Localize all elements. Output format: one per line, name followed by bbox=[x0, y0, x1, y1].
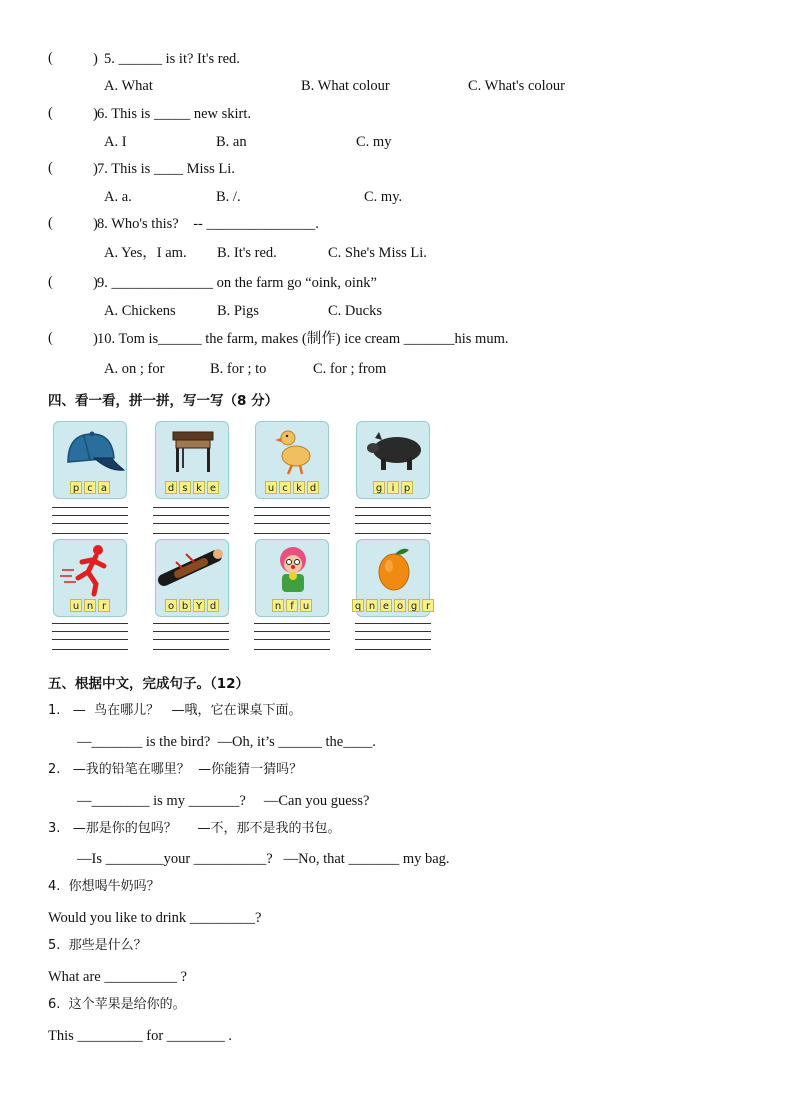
question-stem: 6. This is _____ new skirt. bbox=[97, 106, 251, 122]
letter-tile: g bbox=[373, 481, 385, 494]
option-b[interactable]: B. an bbox=[216, 134, 247, 150]
running-man-icon bbox=[54, 540, 128, 600]
writing-lines[interactable] bbox=[153, 505, 229, 537]
letter-tile: o bbox=[165, 599, 177, 612]
writing-lines[interactable] bbox=[355, 621, 431, 653]
option-c[interactable]: C. my. bbox=[364, 189, 403, 205]
sentence-en-2[interactable]: —________ is my _______? —Can you guess? bbox=[77, 793, 370, 809]
sentence-cn-3: 3. —那是你的包吗？ —不，那不是我的书包。 bbox=[48, 821, 341, 836]
letter-tile: k bbox=[293, 481, 305, 494]
letter-tile: e bbox=[207, 481, 219, 494]
sentence-en-5[interactable]: What are __________ ? bbox=[48, 969, 187, 985]
writing-lines[interactable] bbox=[254, 505, 330, 537]
letter-tiles bbox=[156, 481, 228, 494]
sentence-en-4[interactable]: Would you like to drink _________? bbox=[48, 910, 262, 926]
letter-tiles bbox=[256, 481, 328, 494]
picture-card-run bbox=[53, 539, 127, 617]
picture-card-desk bbox=[155, 421, 229, 499]
picture-card-body bbox=[155, 539, 229, 617]
letter-tile: n bbox=[272, 599, 284, 612]
letter-tile: o bbox=[394, 599, 406, 612]
answer-paren[interactable]: ( bbox=[48, 215, 53, 231]
sentence-en-6[interactable]: This _________ for ________ . bbox=[48, 1028, 233, 1044]
answer-paren[interactable]: ( bbox=[48, 330, 53, 346]
letter-tiles bbox=[354, 599, 431, 612]
option-b[interactable]: B. What colour bbox=[301, 78, 390, 94]
letter-tiles bbox=[256, 599, 328, 612]
sentence-cn-6: 6. 这个苹果是给你的。 bbox=[48, 997, 186, 1012]
duck-icon bbox=[256, 422, 330, 482]
picture-card-fun bbox=[255, 539, 329, 617]
letter-tile: f bbox=[286, 599, 298, 612]
section4-title: 四、看一看，拼一拼，写一写（8 分） bbox=[48, 393, 279, 409]
question-stem: 10. Tom is______ the farm, makes (制作) ice cream _______his mum. bbox=[97, 331, 509, 347]
option-b[interactable]: B. It's red. bbox=[217, 245, 277, 261]
option-c[interactable]: C. What's colour bbox=[468, 78, 565, 94]
writing-lines[interactable] bbox=[355, 505, 431, 537]
letter-tile: u bbox=[265, 481, 277, 494]
writing-lines[interactable] bbox=[52, 621, 128, 653]
answer-paren[interactable]: ( bbox=[48, 274, 53, 290]
orange-icon bbox=[357, 540, 431, 600]
letter-tile: n bbox=[366, 599, 378, 612]
question-close-paren: ) bbox=[93, 106, 98, 122]
question-close-paren: ) bbox=[93, 161, 98, 177]
pig-icon bbox=[357, 422, 431, 482]
sentence-en-3[interactable]: —Is ________your __________? —No, that _______ my bag. bbox=[77, 851, 450, 867]
letter-tile: q bbox=[352, 599, 364, 612]
option-b[interactable]: B. for ; to bbox=[210, 361, 267, 377]
letter-tile: g bbox=[408, 599, 420, 612]
option-b[interactable]: B. /. bbox=[216, 189, 241, 205]
option-a[interactable]: A. What bbox=[104, 78, 153, 94]
letter-tile: i bbox=[387, 481, 399, 494]
letter-tile: d bbox=[165, 481, 177, 494]
option-a[interactable]: A. Chickens bbox=[104, 303, 176, 319]
picture-card-cap bbox=[53, 421, 127, 499]
sentence-cn-2: 2. —我的铅笔在哪里？ —你能猜一猜吗？ bbox=[48, 762, 303, 777]
letter-tile: s bbox=[179, 481, 191, 494]
sentence-cn-1: 1. — 鸟在哪儿？ —哦，它在课桌下面。 bbox=[48, 703, 302, 718]
letter-tile: Y bbox=[193, 599, 205, 612]
letter-tiles bbox=[156, 599, 228, 612]
letter-tile: d bbox=[307, 481, 319, 494]
question-stem: 7. This is ____ Miss Li. bbox=[97, 161, 235, 177]
option-c[interactable]: C. She's Miss Li. bbox=[328, 245, 427, 261]
option-a[interactable]: A. Yes，I am. bbox=[104, 245, 187, 261]
cap-icon bbox=[54, 422, 128, 482]
letter-tile: r bbox=[98, 599, 110, 612]
writing-lines[interactable] bbox=[254, 621, 330, 653]
letter-tile: u bbox=[70, 599, 82, 612]
option-b[interactable]: B. Pigs bbox=[217, 303, 259, 319]
question-close-paren: ) bbox=[93, 51, 98, 67]
body-icon bbox=[156, 540, 230, 600]
letter-tile: e bbox=[380, 599, 392, 612]
sentence-en-1[interactable]: —_______ is the bird? —Oh, it’s ______ the____. bbox=[77, 734, 376, 750]
letter-tile: a bbox=[98, 481, 110, 494]
answer-paren[interactable]: ( bbox=[48, 50, 53, 66]
question-close-paren: ) bbox=[93, 331, 98, 347]
option-c[interactable]: C. Ducks bbox=[328, 303, 382, 319]
letter-tile: p bbox=[401, 481, 413, 494]
option-c[interactable]: C. for ; from bbox=[313, 361, 387, 377]
question-close-paren: ) bbox=[93, 275, 98, 291]
option-a[interactable]: A. a. bbox=[104, 189, 132, 205]
sentence-cn-4: 4. 你想喝牛奶吗？ bbox=[48, 879, 160, 894]
letter-tile: d bbox=[207, 599, 219, 612]
option-c[interactable]: C. my bbox=[356, 134, 392, 150]
letter-tile: u bbox=[300, 599, 312, 612]
option-a[interactable]: A. on ; for bbox=[104, 361, 165, 377]
picture-card-orange bbox=[356, 539, 430, 617]
question-close-paren: ) bbox=[93, 216, 98, 232]
letter-tiles bbox=[54, 481, 126, 494]
letter-tile: r bbox=[422, 599, 434, 612]
letter-tile: p bbox=[70, 481, 82, 494]
question-stem: 9. ______________ on the farm go “oink, oink” bbox=[97, 275, 377, 291]
sentence-cn-5: 5. 那些是什么？ bbox=[48, 938, 147, 953]
writing-lines[interactable] bbox=[153, 621, 229, 653]
letter-tiles bbox=[357, 481, 429, 494]
letter-tile: k bbox=[193, 481, 205, 494]
writing-lines[interactable] bbox=[52, 505, 128, 537]
question-stem: 5. ______ is it? It's red. bbox=[104, 51, 240, 67]
letter-tiles bbox=[54, 599, 126, 612]
letter-tile: b bbox=[179, 599, 191, 612]
letter-tile: c bbox=[84, 481, 96, 494]
picture-card-pig bbox=[356, 421, 430, 499]
desk-icon bbox=[156, 422, 230, 482]
picture-card-duck bbox=[255, 421, 329, 499]
section5-title: 五、根据中文，完成句子。（12） bbox=[48, 676, 250, 692]
answer-paren[interactable]: ( bbox=[48, 105, 53, 121]
option-a[interactable]: A. I bbox=[104, 134, 127, 150]
answer-paren[interactable]: ( bbox=[48, 160, 53, 176]
clown-icon bbox=[256, 540, 330, 600]
letter-tile: c bbox=[279, 481, 291, 494]
letter-tile: n bbox=[84, 599, 96, 612]
question-stem: 8. Who's this? -- _______________. bbox=[97, 216, 319, 232]
